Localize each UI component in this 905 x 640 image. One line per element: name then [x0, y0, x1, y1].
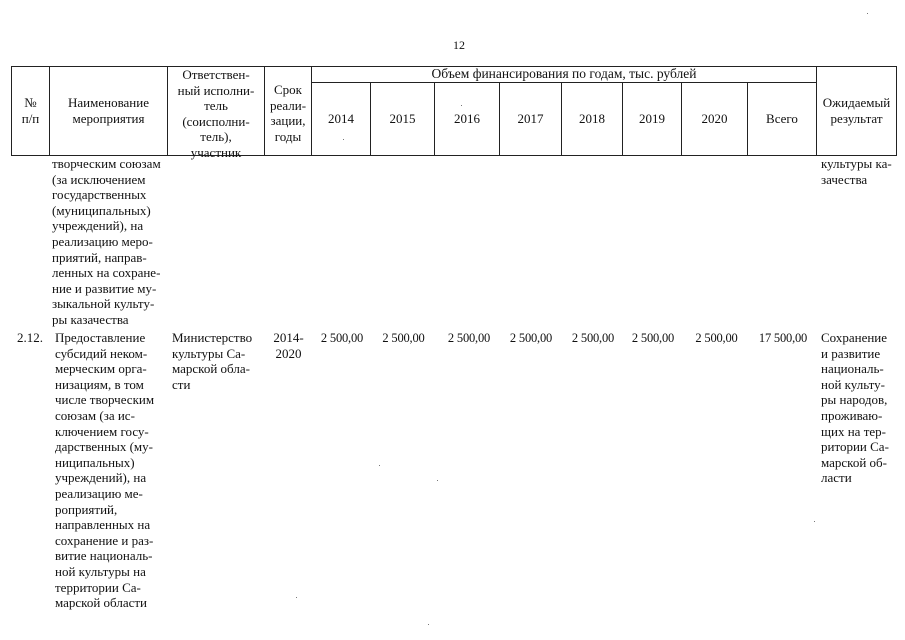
scan-speck — [437, 480, 438, 481]
row-2-12-term: 2014- 2020 — [273, 330, 304, 361]
col-border-13 — [896, 66, 897, 156]
header-funding: Объем финансирования по годам, тыс. рублей — [431, 66, 697, 81]
row-2-12-name: Предоставление субсидий неком- мерческим орга- низациям, в том числе творческим союзам (за ис- ключением госу- дарственных (му- ниципальных) учреждений), на реализацию ме- роприятий, направленных на сохранение и раз- витие националь- ной культуры на территории Са- марской области — [55, 330, 155, 611]
row-2-12-value-2016: 2 500,00 — [447, 331, 491, 345]
header-total: Всего — [766, 111, 798, 126]
scan-speck — [428, 624, 429, 625]
row-2-12-value-2015: 2 500,00 — [382, 331, 425, 345]
funding-header-divider — [311, 82, 816, 83]
scan-speck — [296, 597, 297, 598]
header-year-2016: 2016 — [454, 111, 480, 126]
header-name: Наименование мероприятия — [68, 95, 149, 126]
row-2-12-number: 2.12. — [17, 330, 43, 345]
row-2-12-result: Сохранение и развитие националь- ной культу- ры народов, проживаю- щих на тер- ритории Са- марской об- ласти — [821, 330, 889, 486]
scan-speck — [461, 105, 462, 106]
header-no: № п/п — [21, 95, 40, 126]
row-2-12-value-2019: 2 500,00 — [631, 331, 675, 345]
row-2-12-value-2017: 2 500,00 — [509, 331, 553, 345]
continued-row-result: культуры ка- зачества — [821, 156, 892, 187]
row-2-12-value-2020: 2 500,00 — [695, 331, 738, 345]
row-2-12-value-2014: 2 500,00 — [320, 331, 364, 345]
header-year-2014: 2014 — [328, 111, 354, 126]
scan-speck — [814, 521, 815, 522]
row-2-12-executor: Министерство культуры Са- марской обла- сти — [172, 330, 253, 392]
header-executor: Ответствен- ный исполни- тель (соисполни- тель), участник — [177, 67, 255, 160]
scan-speck — [343, 139, 344, 140]
header-year-2015: 2015 — [389, 111, 416, 126]
header-year-2019: 2019 — [639, 111, 665, 126]
header-term: Срок реали- зации, годы — [269, 82, 307, 144]
row-2-12-value-2018: 2 500,00 — [571, 331, 615, 345]
header-result: Ожидаемый результат — [822, 95, 891, 126]
continued-row-name: творческим союзам (за исключением государственных (муниципальных) учреждений), на реализацию меро- приятий, направ- ленных на сохране- ние и развитие му- зыкальной культу- ры казачества — [52, 156, 161, 327]
row-2-12-value-total: 17 500,00 — [758, 331, 808, 345]
header-year-2020: 2020 — [701, 111, 728, 126]
scan-speck — [379, 465, 380, 466]
page-number: 12 — [453, 38, 465, 52]
scan-speck — [867, 13, 868, 14]
header-year-2017: 2017 — [517, 111, 544, 126]
header-year-2018: 2018 — [579, 111, 605, 126]
